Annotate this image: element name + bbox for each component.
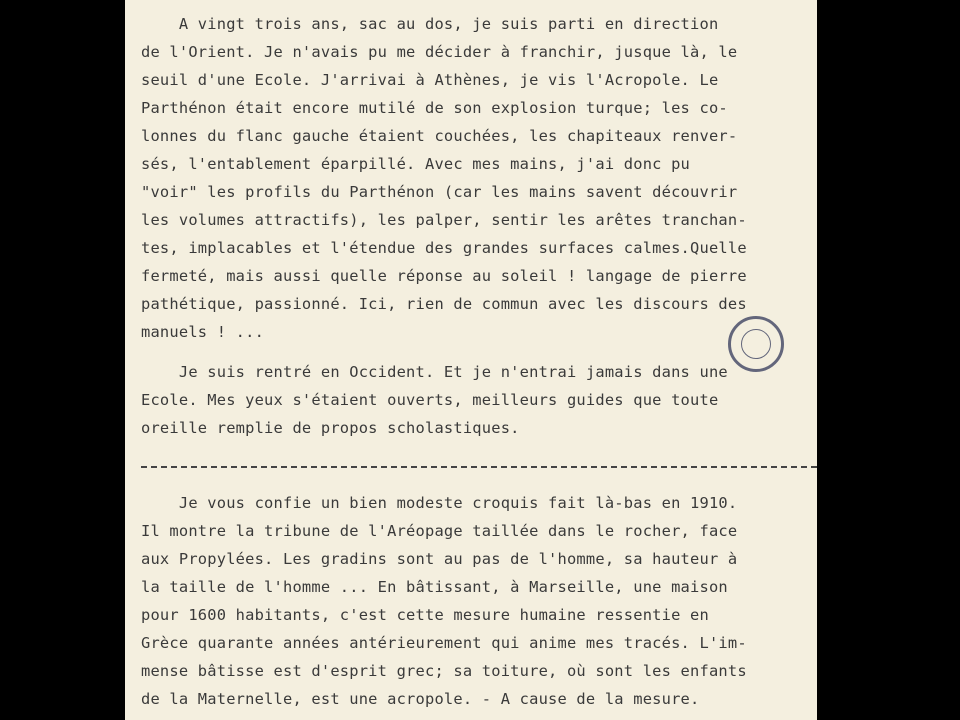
text-line: la taille de l'homme ... En bâtissant, à Marseille, une maison bbox=[141, 578, 728, 596]
text-line: pour 1600 habitants, c'est cette mesure humaine ressentie en bbox=[141, 606, 709, 624]
text-line: lonnes du flanc gauche étaient couchées, les chapiteaux renver- bbox=[141, 127, 738, 145]
text-line: Je suis rentré en Occident. Et je n'entrai jamais dans une bbox=[141, 363, 728, 381]
text-line: Ecole. Mes yeux s'étaient ouverts, meilleurs guides que toute bbox=[141, 391, 719, 409]
dashed-separator bbox=[141, 466, 817, 468]
document-page bbox=[125, 0, 817, 720]
text-line: fermeté, mais aussi quelle réponse au soleil ! langage de pierre bbox=[141, 267, 747, 285]
text-line: tes, implacables et l'étendue des grandes surfaces calmes.Quelle bbox=[141, 239, 747, 257]
text-line: les volumes attractifs), les palper, sentir les arêtes tranchan- bbox=[141, 211, 747, 229]
text-line: de l'Orient. Je n'avais pu me décider à franchir, jusque là, le bbox=[141, 43, 738, 61]
text-line: mense bâtisse est d'esprit grec; sa toiture, où sont les enfants bbox=[141, 662, 747, 680]
archive-stamp-icon bbox=[728, 316, 784, 372]
text-line: oreille remplie de propos scholastiques. bbox=[141, 419, 520, 437]
text-line: de la Maternelle, est une acropole. - A cause de la mesure. bbox=[141, 690, 700, 708]
text-line: Je vous confie un bien modeste croquis fait là-bas en 1910. bbox=[141, 494, 738, 512]
text-line: A vingt trois ans, sac au dos, je suis parti en direction bbox=[141, 15, 719, 33]
text-line: Parthénon était encore mutilé de son explosion turque; les co- bbox=[141, 99, 728, 117]
text-line: aux Propylées. Les gradins sont au pas de l'homme, sa hauteur à bbox=[141, 550, 738, 568]
text-line: Il montre la tribune de l'Aréopage taillée dans le rocher, face bbox=[141, 522, 738, 540]
typed-text bbox=[125, 0, 817, 720]
text-line: "voir" les profils du Parthénon (car les mains savent découvrir bbox=[141, 183, 738, 201]
text-line: sés, l'entablement éparpillé. Avec mes mains, j'ai donc pu bbox=[141, 155, 691, 173]
text-line: manuels ! ... bbox=[141, 323, 265, 341]
text-line: pathétique, passionné. Ici, rien de commun avec les discours des bbox=[141, 295, 747, 313]
text-line: seuil d'une Ecole. J'arrivai à Athènes, je vis l'Acropole. Le bbox=[141, 71, 719, 89]
text-line: Grèce quarante années antérieurement qui anime mes tracés. L'im- bbox=[141, 634, 747, 652]
